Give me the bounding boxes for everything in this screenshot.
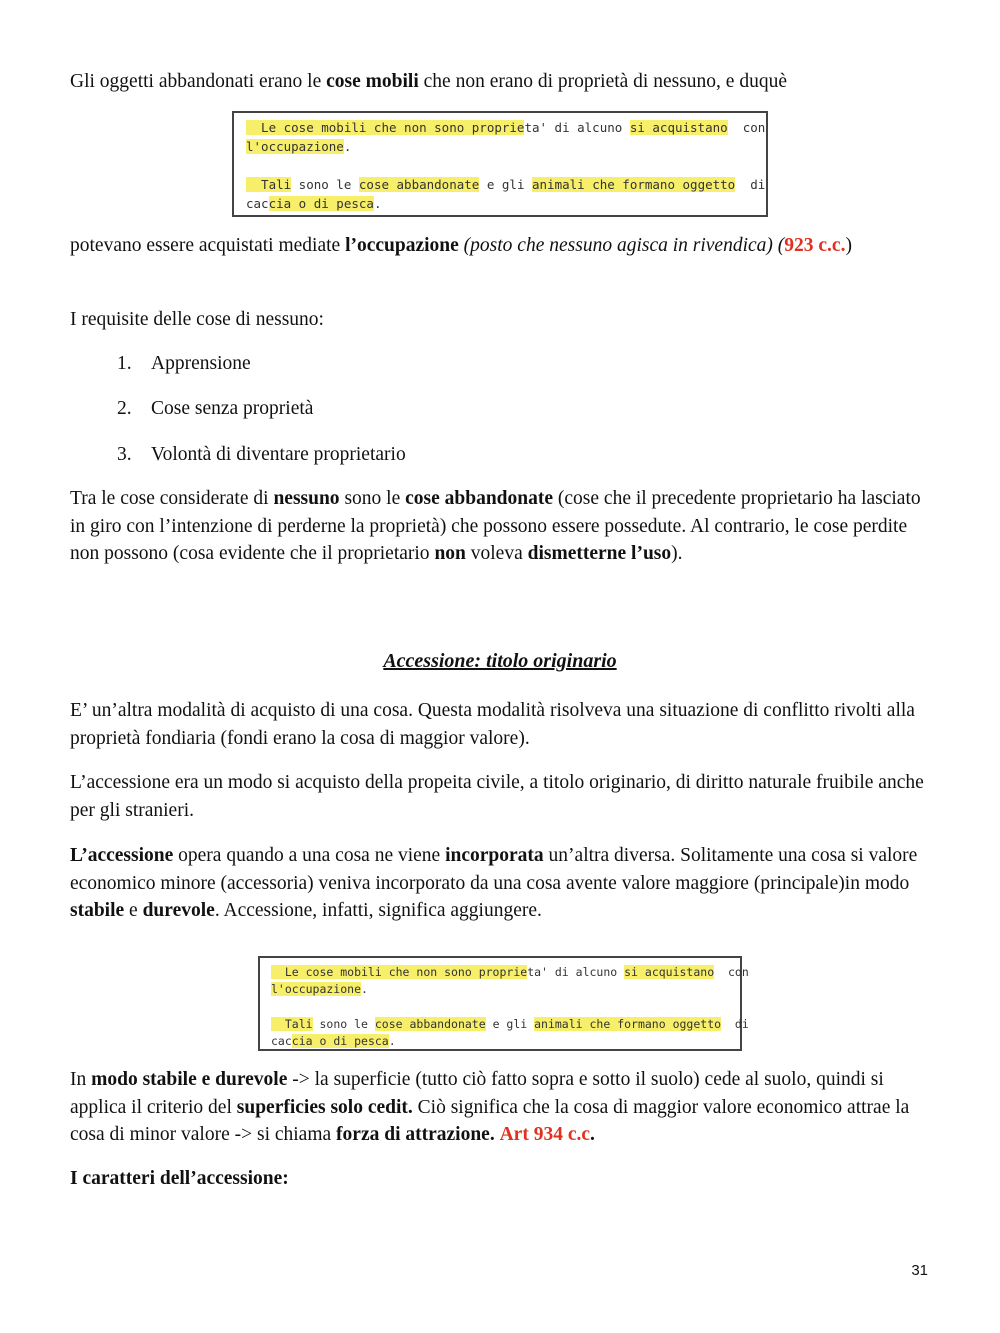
paragraph-accessione-intro: E’ un’altra modalità di acquisto di una cosa. Questa modalità risolveva una situazione di conflitto rivolti alla proprietà fondiaria (fondi erano la cosa di maggior valore). <box>70 700 915 749</box>
code-line-4: caccia o di pesca. <box>246 196 382 211</box>
code-line-4: caccia o di pesca. <box>271 1034 396 1048</box>
paragraph-occupazione: potevano essere acquistati mediate l’occupazione (posto che nessuno agisca in rivendica) (923 c.c.) <box>70 235 852 256</box>
paragraph-intro: Gli oggetti abbandonati erano le cose mobili che non erano di proprietà di nessuno, e duquè <box>70 71 787 92</box>
article-reference: 923 c.c. <box>784 235 846 256</box>
code-line-3: Tali sono le cose abbandonate e gli animali che formano oggetto di <box>246 177 766 192</box>
list-item: 3. Volontà di diventare proprietario <box>117 444 406 465</box>
code-line-2: l'occupazione. <box>271 982 368 996</box>
section-heading: Accessione: titolo originario <box>383 650 617 672</box>
paragraph-cose-abbandonate: Tra le cose considerate di nessuno sono le cose abbandonate (cose che il precedente proprietario ha lasciato in giro con l’intenzione di perderne la proprietà) che possono essere possedute. Al contrario, le cose perdite non possono (cosa evidente che il proprietario non voleva dismetterne l’uso). <box>70 488 921 564</box>
paragraph-accessione-definizione: L’accessione era un modo si acquisto della propeita civile, a titolo originario, di diritto naturale fruibile anche per gli stranieri. <box>70 772 924 821</box>
code-line-1: Le cose mobili che non sono proprieta' di alcuno si acquistano con <box>246 120 766 135</box>
paragraph-caratteri: I caratteri dell’accessione: <box>70 1168 289 1189</box>
code-line-1: Le cose mobili che non sono proprieta' di alcuno si acquistano con <box>271 965 749 979</box>
code-excerpt-box <box>232 111 768 217</box>
paragraph-accessione-opera: L’accessione opera quando a una cosa ne viene incorporata un’altra diversa. Solitamente una cosa si valore economico minore (accessoria) veniva incorporato da una cosa avente valore maggiore (principale)in modo stabile e durevole. Accessione, infatti, significa aggiungere. <box>70 845 918 921</box>
code-line-3: Tali sono le cose abbandonate e gli animali che formano oggetto di <box>271 1017 749 1031</box>
code-line-2: l'occupazione. <box>246 139 352 154</box>
paragraph-requisiti: I requisite delle cose di nessuno: <box>70 309 324 330</box>
list-item: 2. Cose senza proprietà <box>117 398 314 419</box>
list-item: 1. Apprensione <box>117 353 251 374</box>
paragraph-superficies: In modo stabile e durevole -> la superficie (tutto ciò fatto sopra e sotto il suolo) cede al suolo, quindi si applica il criterio del superficies solo cedit. Ciò significa che la cosa di maggior valore economico attrae la cosa di minor valore -> si chiama forza di attrazione. Art 934 c.c. <box>70 1069 910 1145</box>
code-excerpt-box <box>258 956 749 1051</box>
page-number: 31 <box>911 1262 928 1279</box>
article-reference: Art 934 c.c <box>499 1124 591 1145</box>
